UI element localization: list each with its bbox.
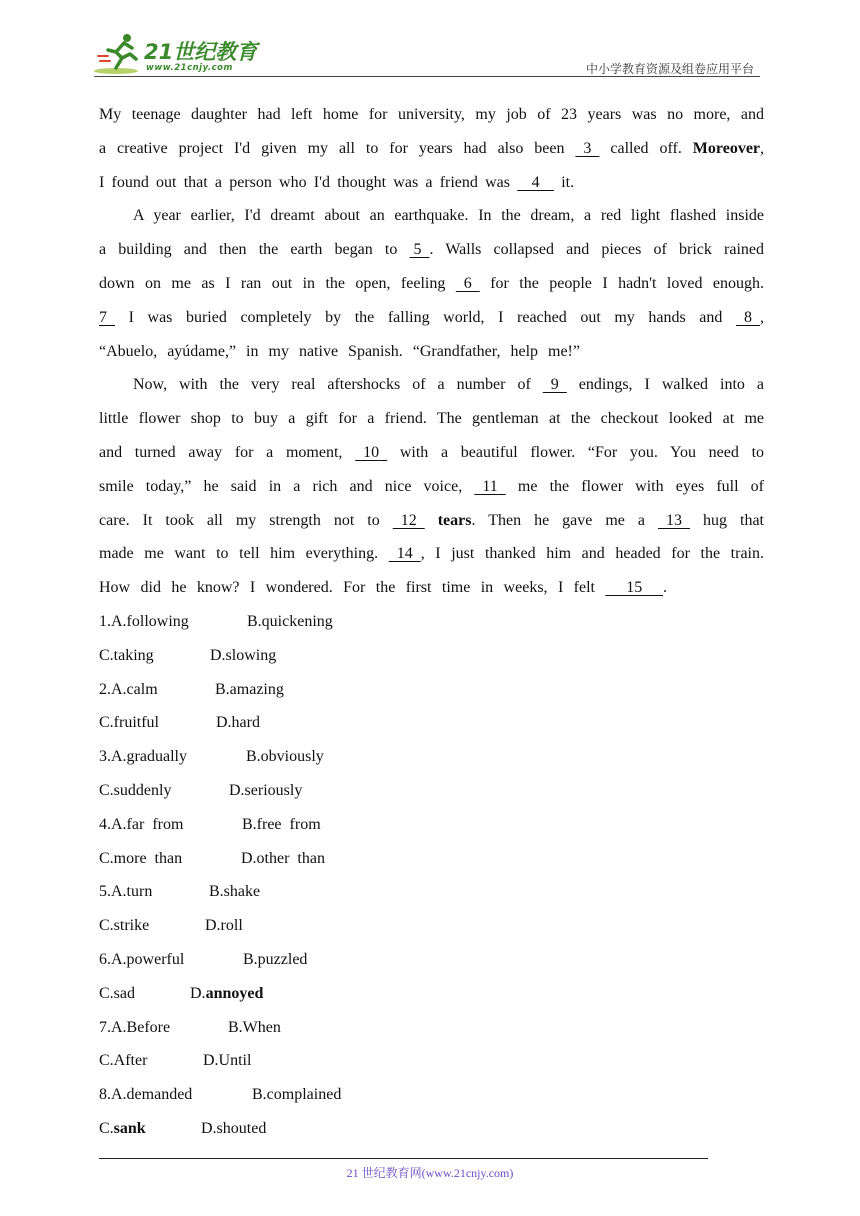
passage-text: it. <box>561 173 575 191</box>
option-row-8-cd <box>99 1112 764 1146</box>
option-8c-word: sank <box>113 1119 146 1137</box>
option-5d[interactable]: D.roll <box>205 917 243 935</box>
option-8a[interactable]: 8.A.demanded <box>99 1086 193 1104</box>
option-6d-letter: D. <box>190 984 206 1002</box>
option-8c-letter: C. <box>99 1119 114 1137</box>
platform-title: 中小学教育资源及组卷应用平台 <box>585 62 754 76</box>
option-row-4-cd <box>99 842 764 876</box>
passage-line <box>99 470 764 504</box>
passage-line <box>99 335 764 369</box>
option-row-3-ab <box>99 740 764 774</box>
bold-word: tears <box>437 511 472 529</box>
option-6d-word: annoyed <box>205 984 264 1002</box>
option-5c[interactable]: C.strike <box>99 917 150 935</box>
blank-15[interactable]: 15 <box>605 579 664 597</box>
passage-line <box>99 368 764 402</box>
passage-text: smile today,” he said in a rich and nice voice, <box>99 477 463 495</box>
passage-text: a creative project I'd given my all to for years had also been <box>99 139 565 157</box>
passage-line <box>99 166 764 200</box>
option-1b[interactable]: B.quickening <box>247 612 333 630</box>
passage-text: made me want to tell him everything. <box>99 545 379 563</box>
option-7c[interactable]: C.After <box>99 1052 148 1070</box>
option-row-1-cd <box>99 639 764 673</box>
passage-text: “Abuelo, ayúdame,” in my native Spanish. “Grandfather, help me!” <box>99 342 580 360</box>
option-row-5-cd <box>99 909 764 943</box>
option-6c[interactable]: C.sad <box>99 984 135 1002</box>
option-row-2-ab <box>99 673 764 707</box>
footer-divider <box>99 1158 708 1159</box>
passage-text: A year earlier, I'd dreamt about an earthquake. In the dream, a red light flashed inside <box>133 207 764 225</box>
passage-line <box>99 98 764 132</box>
blank-13[interactable]: 13 <box>658 511 691 529</box>
blank-14[interactable]: 14 <box>388 545 421 563</box>
option-row-6-ab <box>99 943 764 977</box>
option-3b[interactable]: B.obviously <box>246 748 324 766</box>
passage-line <box>99 436 764 470</box>
passage-text: I was buried completely by the falling world, I reached out my hands and <box>128 308 723 326</box>
option-7d[interactable]: D.Until <box>203 1052 252 1070</box>
passage-text: a building and then the earth began to <box>99 241 398 259</box>
blank-7[interactable]: 7 <box>99 308 115 326</box>
option-row-7-cd <box>99 1044 764 1078</box>
option-7a[interactable]: 7.A.Before <box>99 1018 171 1036</box>
passage-text: me the flower with eyes full of <box>517 477 765 495</box>
passage-line <box>99 267 764 301</box>
page-header <box>94 32 760 76</box>
passage-line <box>99 199 764 233</box>
option-row-3-cd <box>99 774 764 808</box>
option-1d[interactable]: D.slowing <box>210 646 277 664</box>
option-1a[interactable]: 1.A.following <box>99 612 189 630</box>
option-3d[interactable]: D.seriously <box>229 781 303 799</box>
passage-line <box>99 504 764 538</box>
passage-line <box>99 537 764 571</box>
option-2d[interactable]: D.hard <box>216 714 260 732</box>
footer-link[interactable]: 21 世纪教育网(www.21cnjy.com) <box>346 1166 514 1180</box>
option-row-1-ab <box>99 605 764 639</box>
option-2c[interactable]: C.fruitful <box>99 714 159 732</box>
option-8c[interactable] <box>99 1112 201 1146</box>
passage-text: for the people I hadn't loved enough. <box>490 274 764 292</box>
option-6b[interactable]: B.puzzled <box>243 950 308 968</box>
option-8d[interactable]: D.shouted <box>201 1119 267 1137</box>
option-4b[interactable]: B.free from <box>242 815 321 833</box>
passage-text: , I just thanked him and headed for the train. <box>420 545 765 563</box>
passage-text: with a beautiful flower. “For you. You need to <box>399 443 765 461</box>
passage-text: . <box>663 579 668 597</box>
option-row-2-cd <box>99 706 764 740</box>
blank-9[interactable]: 9 <box>542 376 567 394</box>
passage-text: endings, I walked into a <box>578 376 765 394</box>
runner-icon <box>94 32 146 76</box>
passage-text: I found out that a person who I'd thought was a friend was <box>99 173 510 191</box>
passage-line <box>99 301 764 335</box>
option-4c[interactable]: C.more than <box>99 849 183 867</box>
option-5b[interactable]: B.shake <box>209 883 261 901</box>
blank-8[interactable]: 8 <box>736 308 761 326</box>
blank-11[interactable]: 11 <box>474 477 506 495</box>
passage-text: Now, with the very real aftershocks of a number of <box>133 376 531 394</box>
option-row-6-cd <box>99 977 764 1011</box>
option-7b[interactable]: B.When <box>228 1018 281 1036</box>
logo-text: 21世纪教育 <box>144 40 258 64</box>
passage-text: and turned away for a moment, <box>99 443 343 461</box>
option-2a[interactable]: 2.A.calm <box>99 680 158 698</box>
passage-text: little flower shop to buy a gift for a friend. The gentleman at the checkout looked at me <box>99 410 764 428</box>
option-row-7-ab <box>99 1011 764 1045</box>
passage-line <box>99 132 764 166</box>
option-3c[interactable]: C.suddenly <box>99 781 172 799</box>
passage-text: care. It took all my strength not to <box>99 511 380 529</box>
option-1c[interactable]: C.taking <box>99 646 154 664</box>
passage-text: . Walls collapsed and pieces of brick rained <box>429 241 765 259</box>
option-6a[interactable]: 6.A.powerful <box>99 950 185 968</box>
blank-6[interactable]: 6 <box>455 274 480 292</box>
passage-text: . Then he gave me a <box>471 511 646 529</box>
option-8b[interactable]: B.complained <box>252 1086 342 1104</box>
passage-line <box>99 402 764 436</box>
site-logo[interactable] <box>94 32 269 76</box>
option-4a[interactable]: 4.A.far from <box>99 815 184 833</box>
passage-text: down on me as I ran out in the open, feeling <box>99 274 446 292</box>
blank-3[interactable]: 3 <box>575 139 600 157</box>
option-2b[interactable]: B.amazing <box>215 680 284 698</box>
bold-word: Moreover <box>692 139 761 157</box>
blank-10[interactable]: 10 <box>355 443 388 461</box>
option-row-5-ab <box>99 875 764 909</box>
option-row-4-ab <box>99 808 764 842</box>
option-row-8-ab <box>99 1078 764 1112</box>
exercise-content <box>99 98 764 1146</box>
logo-url: www.21cnjy.com <box>146 63 233 73</box>
passage-line <box>99 233 764 267</box>
passage-text: How did he know? I wondered. For the first time in weeks, I felt <box>99 579 595 597</box>
passage-line <box>99 571 764 605</box>
blank-4[interactable]: 4 <box>517 173 554 191</box>
option-4d[interactable]: D.other than <box>241 849 325 867</box>
blank-12[interactable]: 12 <box>392 511 425 529</box>
blank-5[interactable]: 5 <box>409 241 430 259</box>
option-5a[interactable]: 5.A.turn <box>99 883 153 901</box>
passage-text: hug that <box>703 511 765 529</box>
header-divider <box>94 76 760 77</box>
passage-text: , <box>760 308 765 326</box>
passage-text: called off. <box>610 139 682 157</box>
option-6d[interactable] <box>190 977 263 1011</box>
option-3a[interactable]: 3.A.gradually <box>99 748 187 766</box>
passage-text: , <box>760 139 765 157</box>
passage-text: My teenage daughter had left home for university, my job of 23 years was no more, and <box>99 106 764 123</box>
